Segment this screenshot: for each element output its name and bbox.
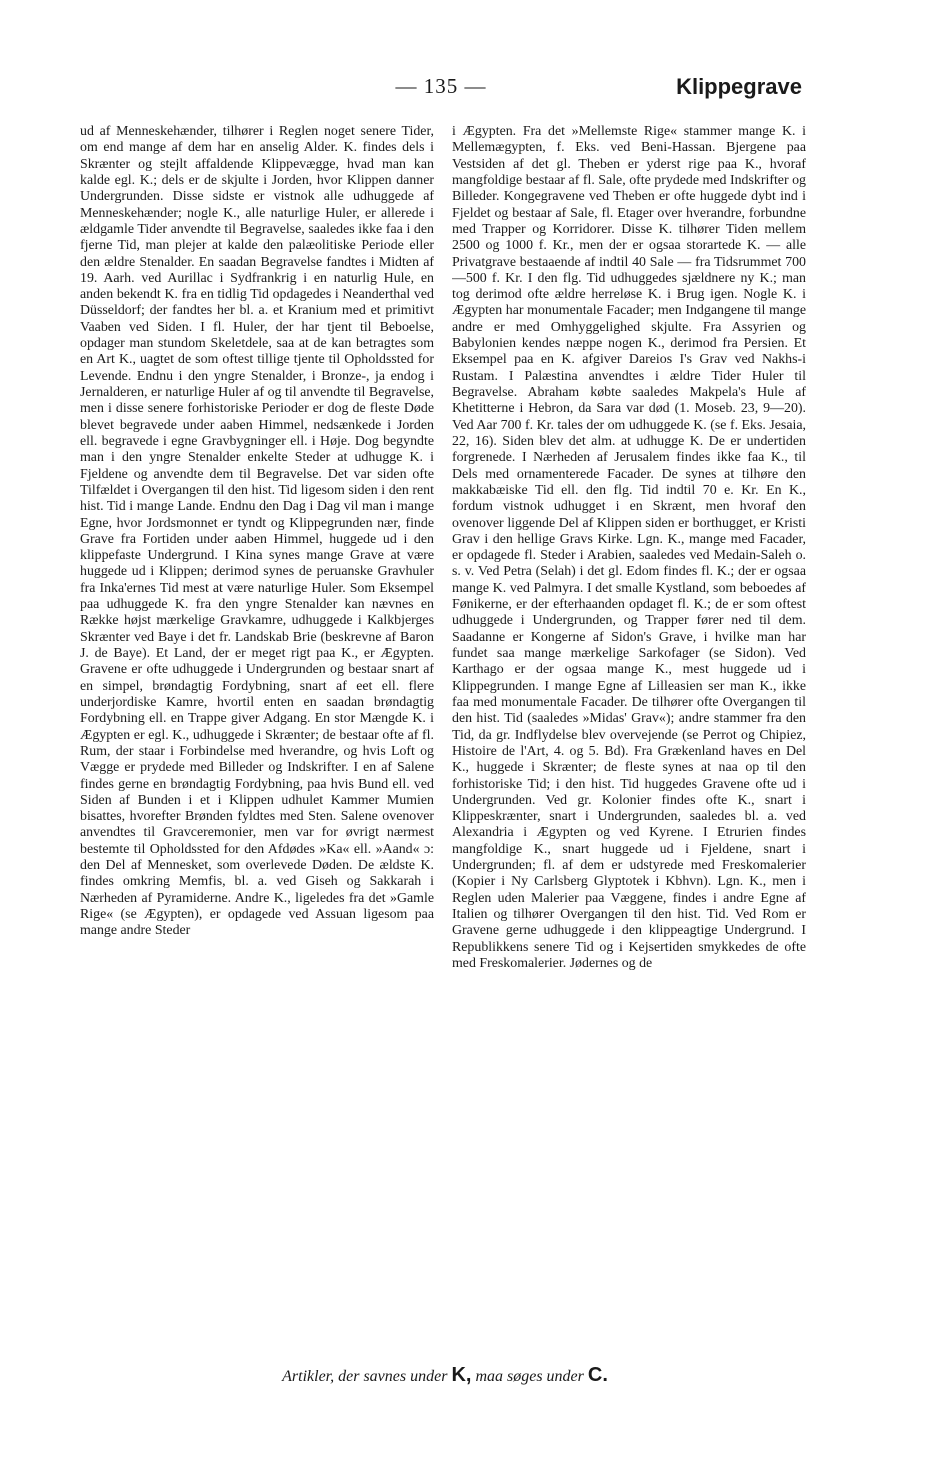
running-headword: Klippegrave [676, 74, 802, 99]
footer-text: maa søges under [475, 1368, 584, 1385]
page-number: — 135 — [395, 74, 487, 98]
text-column-right [452, 124, 806, 1350]
column-text: ud af Menneskehænder, tilhører i Reglen noget senere Tider, om end mange af dem har en anselig Alder. K. findes dels i Skrænter og stejlt affaldende Klippevægge, hvad man kan kalde egl. K.; dels er de skjulte i Jorden, hvor Klippen danner Undergrunden. Disse sidste er vistnok alle udhuggede af Menneskehænder; nogle K., alle naturlige Huler, er allerede i ældgamle Tider anvendte til Begravelse, saaledes ikke faa i den fjerne Tid, man plejer at kalde den palæolitiske Periode eller den ældre Stenalder. En saadan Begravelse fandtes i Midten af 19. Aarh. ved Aurillac i Sydfrankrig i en naturlig Hule, en anden bekendt K. fra en tidlig Tid opdagedes i Neanderthal ved Düsseldorf; der fandtes her bl. a. et Kranium med et primitivt Vaaben ved Siden. I fl. Huler, der har tjent til Beboelse, opdager man stundom Skeletdele, saa at de kan betragtes som en Art K., uagtet de som oftest tillige tjente til Opholdssted for Levende. Endnu i den yngre Stenalder, i Bronze-, ja endog i Jernalderen, er naturlige Huler af og til anvendte til Begravelse, men i disse senere forhistoriske Perioder er dog de fleste Døde blevet begravede under aaben Himmel, nedsænkede i Jorden ell. begravede i egne Gravbygninger ell. i Høje. Dog begyndte man i den yngre Stenalder enkelte Steder at udhugge K. i Fjeldene og anvendte dem til Begravelse. Det var siden ofte Tilfældet i Overgangen til den hist. Tid ligesom siden i den rent hist. Tid i mange Lande. Endnu den Dag i Dag vil man i mange Egne, hvor Jordsmonnet er tyndt og Klippegrunden nær, finde Grave fra Fortiden under aaben Himmel, huggede ud i den klippefaste Undergrund. I Kina synes mange Grave at være huggede ud i Klippen; derimod synes de peruanske Gravhuler fra Inka'ernes Tid mest at være naturlige Huler. Som Eksempel paa udhuggede K. fra den yngre Stenalder kan nævnes en Række højst mærkelige Gravkamre, udhuggede i Kalkbjerges Skrænter ved Baye i det fr. Landskab Brie (beskrevne af Baron J. de Baye). Et Land, der er meget rigt paa K., er Ægypten. Gravene er ofte udhuggede i Undergrunden og bestaar snart af en simpel, brøndagtig Fordybning, snart af eet ell. flere underjordiske Kamre, hvortil enten en saadan brøndagtig Fordybning ell. en Trappe giver Adgang. En stor Mængde K. i Ægypten er egl. K., udhuggede i Skrænter; de bestaar ofte af fl. Rum, der staar i Forbindelse med hverandre, og hvis Loft og Vægge er prydede med Billeder og Indskrifter. I en af Salene findes gerne en brøndagtig Fordybning, paa hvis Bund ell. ved Siden af Bunden i et i Klippen udhulet Kammer Mumien bisattes, hvorefter Brønden fyldtes med Sten. Salene ovenover anvendtes til Gravceremonier, men var for øvrigt nærmest bestemte til Opholdssted for den Afdødes »Ka« ell. »Aand« ɔ: den Del af Mennesket, som overlevede Døden. De ældste K. findes omkring Memfis, bl. a. ved Giseh og Sakkarah i Nærheden af Pyramiderne. Andre K., ligeledes fra det »Gamle Rige« (se Ægypten), er opdagede ved Assuan ligesom paa mange andre Steder [80, 124, 434, 939]
footer-letter-k: K, [451, 1364, 472, 1386]
footer-letter-c: C. [587, 1364, 608, 1386]
footer-note [0, 1364, 890, 1387]
column-text: i Ægypten. Fra det »Mellemste Rige« stammer mange K. i Mellemægypten, f. Eks. ved Beni-Hassan. Bjergene paa Vestsiden af det gl. Theben er yderst rige paa K., hvoraf mangfoldige bestaar af fl. Sale, ofte prydede med Indskrifter og Billeder. Kongegravene ved Theben er ofte huggede dybt ind i Fjeldet og bestaar af Sale, fl. Etager over hverandre, forbundne med Trapper og Korridorer. Disse K. tilhører Tiden mellem 2500 og 1000 f. Kr., men der er ogsaa storartede K. — alle Privatgrave bestaaende af indtil 40 Sale — fra Tidsrummet 700—500 f. Kr. I den flg. Tid udhuggedes sjældnere ny K.; man tog derimod ofte ældre herreløse K. i Brug igen. Nogle K. i Ægypten har monumentale Facader; men Indgangene til mange andre er med Omhyggelighed skjulte. Fra Assyrien og Babylonien kendes næppe nogen K., derimod fra Persien. Et Eksempel paa en K. afgiver Dareios I's Grav ved Nakhs-i Rustam. I Palæstina anvendtes i ældre Tider Huler til Begravelse. Abraham købte saaledes Makpela's Hule af Khetitterne i Hebron, da Sara var død (1. Moseb. 23, 9—20). Ved Aar 700 f. Kr. tales der om udhuggede K. (se f. Eks. Jesaia, 22, 16). Siden blev det alm. at udhugge K. De er undertiden forgrenede. I Nærheden af Jerusalem findes ikke faa K., til Dels med ornamenterede Facader. De synes at tilhøre den makkabæiske Tid ell. den flg. Tid indtil 70 e. Kr. En K., fordum vistnok udhugget i en Skrænt, men hvoraf den ovenover liggende Del af Klippen siden er borthugget, er Kristi Grav i den hellige Gravs Kirke. Lgn. K., mange med Facader, er opdagede fl. Steder i Arabien, saaledes ved Medain-Saleh o. s. v. Ved Petra (Selah) i det gl. Edom findes fl. K.; der er ogsaa mange K. ved Palmyra. I det smalle Kystland, som beboedes af Fønikerne, er der efterhaanden opdaget fl. K.; de er som oftest udhuggede i Undergrunden, og Trapper fører ned til dem. Saadanne er Kongerne af Sidon's Grave, i hvilke man har fundet saa mange mærkelige Sarkofager (se Sidon). Ved Karthago er der ogsaa mange K., mest huggede ud i Klippegrunden. I mange Egne af Lilleasien ser man K., ikke faa med monumentale Facader. De tilhører ofte Overgangen til den hist. Tid (saaledes »Midas' Grav«); andre stammer fra den Tid, da gr. Indflydelse blev overvejende (se Perrot og Chipiez, Histoire de l'Art, 4. og 5. Bd). Fra Grækenland haves en Del K., huggede i Skrænter; de fleste synes at naa op til den forhistoriske Tid; i den hist. Tid huggedes Gravene ofte ud i Undergrunden. Ved gr. Kolonier findes ofte K., snart i Klippeskrænter, snart i Undergrunden, saaledes bl. a. ved Alexandria i Ægypten og ved Kyrene. I Etrurien findes mangfoldige K., snart huggede ud i Fjeldene, snart i Undergrunden; fl. af dem er udstyrede med Freskomalerier (Kopier i Ny Carlsberg Glyptotek i Kbhvn). Lgn. K., men i Reglen uden Malerier paa Væggene, findes i andre Egne af Italien og tilhører Overgangen til den hist. Tid. Ved Rom er Gravene gerne udhuggede i den klippeagtige Undergrund. I Republikkens senere Tid og i Kejsertiden smykkedes de ofte med Freskomalerier. Jødernes og de [452, 124, 806, 971]
page-header [80, 74, 802, 108]
text-column-left [80, 124, 434, 1350]
footer-text: Artikler, der savnes under [282, 1368, 448, 1385]
